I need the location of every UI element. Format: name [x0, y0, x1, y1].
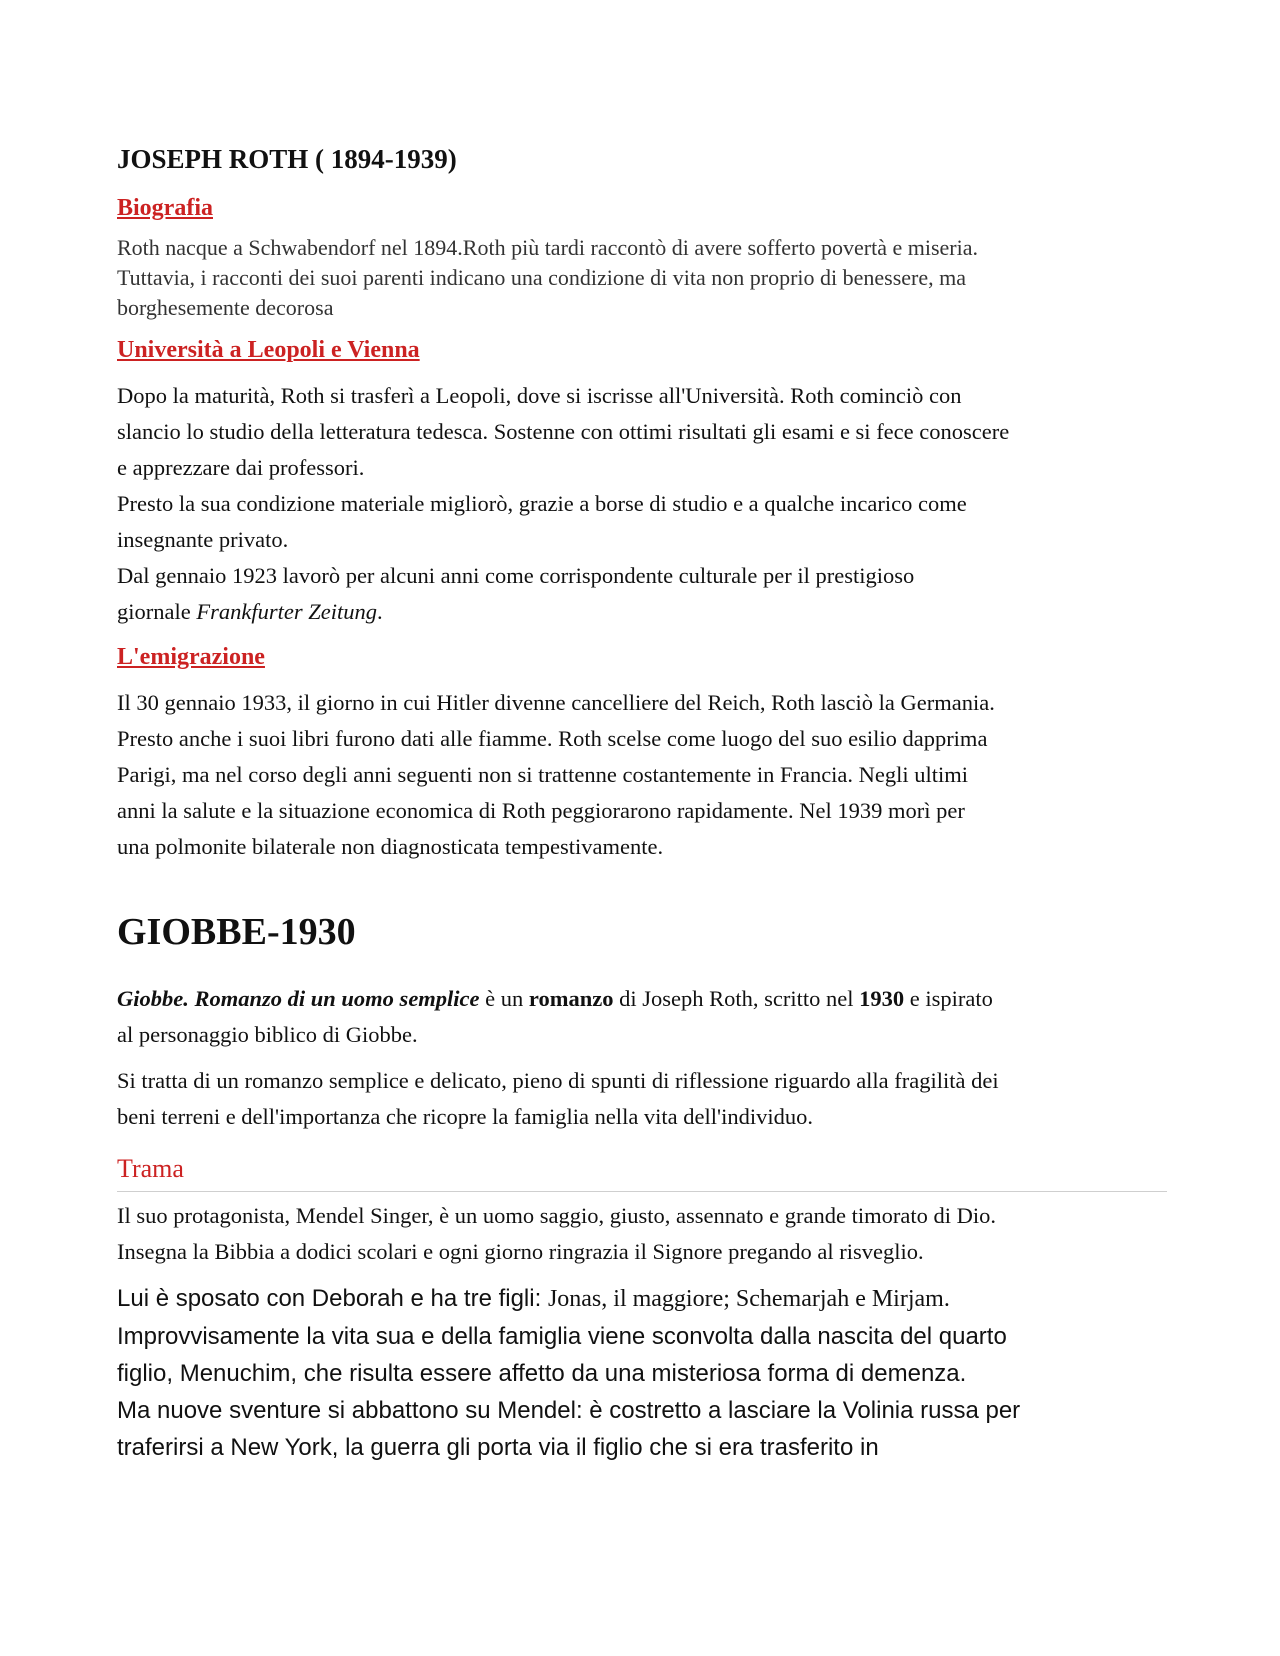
text-fragment: giornale [117, 599, 197, 624]
text-line: Improvvisamente la vita sua e della famiglia viene sconvolta dalla nascita del quarto [117, 1323, 1007, 1350]
text-line: Dal gennaio 1923 lavorò per alcuni anni come corrispondente culturale per il prestigioso [117, 563, 915, 588]
heading-biografia[interactable]: Biografia [117, 195, 213, 221]
text-line: insegnante privato. [117, 527, 289, 552]
text-line [117, 981, 1167, 1017]
text-line: Presto anche i suoi libri furono dati alle fiamme. Roth scelse come luogo del suo esilio dapprima [117, 726, 988, 751]
paragraph-giobbe-intro [117, 981, 1167, 1053]
text-line: Il suo protagonista, Mendel Singer, è un uomo saggio, giusto, assennato e grande timorato di Dio. [117, 1203, 996, 1228]
text-fragment: è un [479, 986, 529, 1011]
text-fragment: di Joseph Roth, scritto nel [613, 986, 860, 1011]
book-title: Giobbe. Romanzo di un uomo semplice [117, 986, 480, 1011]
text-fragment: Jonas, il maggiore; Schemarjah e Mirjam. [547, 1286, 950, 1312]
bold-term: romanzo [528, 986, 614, 1011]
paragraph-trama-2 [117, 1280, 1167, 1466]
text-line: Il 30 gennaio 1933, il giorno in cui Hitler divenne cancelliere del Reich, Roth lasciò la Germania. [117, 690, 995, 715]
text-line: traferirsi a New York, la guerra gli porta via il figlio che si era trasferito in [117, 1434, 879, 1461]
divider [117, 1191, 1167, 1192]
text-line: una polmonite bilaterale non diagnosticata tempestivamente. [117, 834, 664, 859]
heading-universita[interactable]: Università a Leopoli e Vienna [117, 337, 420, 363]
text-line [117, 1280, 1167, 1318]
text-line: anni la salute e la situazione economica di Roth peggiorarono rapidamente. Nel 1939 morì per [117, 798, 965, 823]
text-line: Dopo la maturità, Roth si trasferì a Leopoli, dove si iscrisse all'Università. Roth cominciò con [117, 383, 962, 408]
text-line: beni terreni e dell'importanza che ricopre la famiglia nella vita dell'individuo. [117, 1104, 813, 1129]
paragraph-biografia [117, 233, 1167, 323]
text-line: Presto la sua condizione materiale migliorò, grazie a borse di studio e a qualche incarico come [117, 491, 967, 516]
document-page [117, 130, 1167, 1466]
text-line: Roth nacque a Schwabendorf nel 1894.Roth più tardi raccontò di avere sofferto povertà e miseria. [117, 235, 978, 260]
text-line: e apprezzare dai professori. [117, 455, 365, 480]
text-line: al personaggio biblico di Giobbe. [117, 1022, 418, 1047]
text-line: Parigi, ma nel corso degli anni seguenti non si trattenne costantemente in Francia. Negli ultimi [117, 762, 969, 787]
heading-trama: Trama [117, 1154, 184, 1183]
text-line [117, 594, 1167, 630]
page-title: JOSEPH ROTH ( 1894-1939) [117, 144, 457, 174]
text-line: Si tratta di un romanzo semplice e delicato, pieno di spunti di riflessione riguardo alla fragilità dei [117, 1068, 999, 1093]
text-line: Tuttavia, i racconti dei suoi parenti indicano una condizione di vita non proprio di benessere, ma [117, 265, 967, 290]
bold-year: 1930 [859, 986, 905, 1011]
text-fragment: . [376, 599, 383, 624]
newspaper-title: Frankfurter Zeitung [196, 599, 377, 624]
paragraph-universita [117, 378, 1167, 630]
text-fragment: e ispirato [904, 986, 993, 1011]
heading-emigrazione[interactable]: L'emigrazione [117, 644, 265, 670]
section-title-giobbe: GIOBBE-1930 [117, 911, 356, 953]
paragraph-trama-1 [117, 1198, 1167, 1270]
text-line: Insegna la Bibbia a dodici scolari e ogni giorno ringrazia il Signore pregando al risveglio. [117, 1239, 924, 1264]
paragraph-giobbe-description [117, 1063, 1167, 1135]
text-fragment: Lui è sposato con Deborah e ha tre figli: [117, 1285, 548, 1312]
paragraph-emigrazione [117, 685, 1167, 865]
text-line: slancio lo studio della letteratura tedesca. Sostenne con ottimi risultati gli esami e si fece conoscere [117, 419, 1010, 444]
text-line: borghesemente decorosa [117, 295, 334, 320]
text-line: Ma nuove sventure si abbattono su Mendel: è costretto a lasciare la Volinia russa per [117, 1397, 1021, 1424]
text-line: figlio, Menuchim, che risulta essere affetto da una misteriosa forma di demenza. [117, 1360, 967, 1387]
